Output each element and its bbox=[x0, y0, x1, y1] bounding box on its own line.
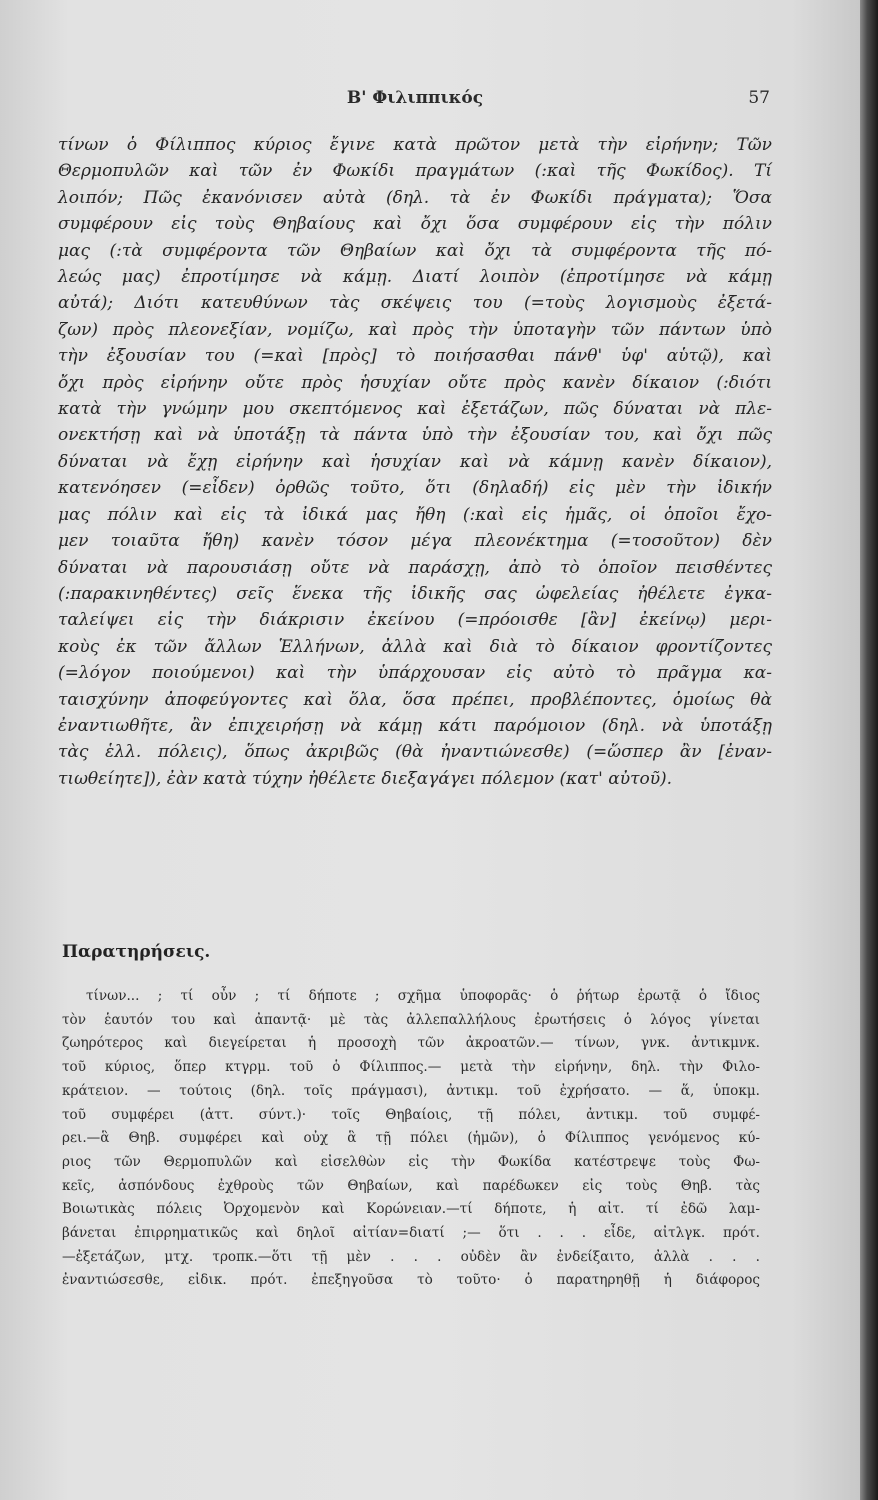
text-line: δύναται νὰ ἔχῃ εἰρήνην καὶ ἡσυχίαν καὶ νὰ κάμνῃ κανὲν δίκαιον), bbox=[58, 451, 772, 472]
text-line: μας πόλιν καὶ εἰς τὰ ἰδικά μας ἤθη (:καὶ εἰς ἡμᾶς, οἱ ὁποῖοι ἔχο- bbox=[58, 504, 772, 525]
text-line: ταλείψει εἰς τὴν διάκρισιν ἐκείνου (=πρόοισθε [ἂν] ἐκείνῳ) μερι- bbox=[58, 610, 772, 631]
text-line: (:παρακινηθέντες) σεῖς ἕνεκα τῆς ἰδικῆς σας ὠφελείας ἠθέλετε ἐγκα- bbox=[58, 583, 772, 604]
text-line: αὐτά); Διότι κατευθύνων τὰς σκέψεις του (=τοὺς λογισμοὺς ἐξετά- bbox=[58, 293, 772, 314]
text-line: ταισχύνην ἀποφεύγοντες καὶ ὅλα, ὅσα πρέπει, προβλέποντες, ὁμοίως θὰ bbox=[58, 689, 772, 710]
note-line: —ἐξετάζων, μτχ. τροπκ.—ὅτι τῇ μὲν . . . οὐδὲν ἂν ἐνδείξαιτο, ἀλλὰ . . . bbox=[62, 1248, 760, 1265]
text-line: τὰς ἑλλ. πόλεις), ὅπως ἀκριβῶς (θὰ ἠναντιώνεσθε) (=ὥσπερ ἂν [ἐναν- bbox=[58, 742, 772, 763]
note-line: κράτειον. — τούτοις (δηλ. τοῖς πράγμασι), ἀντικμ. τοῦ ἐχρήσατο. — ἅ, ὑποκμ. bbox=[62, 1082, 760, 1099]
text-line: Θερμοπυλῶν καὶ τῶν ἐν Φωκίδι πραγμάτων (:καὶ τῆς Φωκίδος). Τί bbox=[58, 161, 772, 182]
text-line: κατενόησεν (=εἶδεν) ὀρθῶς τοῦτο, ὅτι (δηλαδή) εἰς μὲν τὴν ἰδικήν bbox=[58, 478, 772, 499]
note-line: ρει.—ἃ Θηβ. συμφέρει καὶ οὐχ ἃ τῇ πόλει (ἡμῶν), ὁ Φίλιππος γενόμενος κύ- bbox=[62, 1130, 760, 1147]
translation-text bbox=[58, 132, 772, 792]
text-line: μας (:τὰ συμφέροντα τῶν Θηβαίων καὶ ὄχι τὰ συμφέροντα τῆς πό- bbox=[58, 240, 772, 261]
running-title: Β' Φιλιππικός bbox=[346, 88, 484, 108]
text-line: κατὰ τὴν γνώμην μου σκεπτόμενος καὶ ἐξετάζων, πῶς δύναται νὰ πλε- bbox=[58, 399, 772, 420]
note-line: Βοιωτικὰς πόλεις Ὀρχομενὸν καὶ Κορώνειαν.—τί δήποτε, ἡ αἰτ. τί ἐδῶ λαμ- bbox=[62, 1201, 760, 1218]
text-line: δύναται νὰ παρουσιάσῃ οὔτε νὰ παράσχῃ, ἀπὸ τὸ ὁποῖον πεισθέντες bbox=[58, 557, 772, 578]
text-line: συμφέρουν εἰς τοὺς Θηβαίους καὶ ὄχι ὅσα συμφέρουν εἰς τὴν πόλιν bbox=[58, 214, 772, 235]
running-head bbox=[60, 88, 770, 114]
note-line: τίνων... ; τί οὖν ; τί δήποτε ; σχῆμα ὑποφορᾶς· ὁ ῥήτωρ ἐρωτᾷ ὁ ἴδιος bbox=[86, 988, 760, 1004]
note-line: ριος τῶν Θερμοπυλῶν καὶ εἰσελθὼν εἰς τὴν Φωκίδα κατέστρεψε τοὺς Φω- bbox=[62, 1153, 760, 1170]
note-line: τοῦ συμφέρει (ἀττ. σύντ.)· τοῖς Θηβαίοις, τῇ πόλει, ἀντικμ. τοῦ συμφέ- bbox=[62, 1106, 760, 1123]
note-line: τοῦ κύριος, ὅπερ κτγρμ. τοῦ ὁ Φίλιππος.— μετὰ τὴν εἰρήνην, δηλ. τὴν Φιλο- bbox=[62, 1059, 760, 1076]
text-line: τίνων ὁ Φίλιππος κύριος ἔγινε κατὰ πρῶτον μετὰ τὴν εἰρήνην; Τῶν bbox=[58, 135, 772, 155]
text-line: λεώς μας) ἐπροτίμησε νὰ κάμῃ. Διατί λοιπὸν (ἐπροτίμησε νὰ κάμῃ bbox=[58, 267, 772, 288]
page-number: 57 bbox=[748, 88, 770, 108]
text-line: λοιπόν; Πῶς ἐκανόνισεν αὐτὰ (δηλ. τὰ ἐν Φωκίδι πράγματα); Ὅσα bbox=[58, 187, 772, 208]
text-line: τιωθείητε]), ἐὰν κατὰ τύχην ἠθέλετε διεξαγάγει πόλεμον (κατ' αὐτοῦ). bbox=[58, 768, 673, 789]
notes-heading: Παρατηρήσεις. bbox=[62, 942, 211, 962]
text-line: ονεκτήσῃ καὶ νὰ ὑποτάξῃ τὰ πάντα ὑπὸ τὴν ἐξουσίαν του, καὶ ὄχι πῶς bbox=[58, 425, 772, 446]
note-line: ἐναντιώσεσθε, εἰδικ. πρότ. ἐπεξηγοῦσα τὸ τοῦτο· ὁ παρατηρηθῇ ἡ διάφορος bbox=[62, 1272, 760, 1289]
note-line: κεῖς, ἀσπόνδους ἐχθροὺς τῶν Θηβαίων, καὶ παρέδωκεν εἰς τοὺς Θηβ. τὰς bbox=[62, 1177, 760, 1194]
note-line: ζωηρότερος καὶ διεγείρεται ἡ προσοχὴ τῶν ἀκροατῶν.— τίνων, γνκ. ἀντικμνκ. bbox=[62, 1035, 760, 1052]
notes-text bbox=[62, 985, 760, 1293]
note-line: τὸν ἑαυτόν του καὶ ἀπαντᾷ· μὲ τὰς ἀλλεπαλλήλους ἐρωτήσεις ὁ λόγος γίνεται bbox=[62, 1011, 760, 1028]
note-line: βάνεται ἐπιρρηματικῶς καὶ δηλοῖ αἰτίαν=διατί ;— ὅτι . . . εἶδε, αἰτλγκ. πρότ. bbox=[62, 1225, 760, 1242]
text-line: μεν τοιαῦτα ἤθη) κανὲν τόσον μέγα πλεονέκτημα (=τοσοῦτον) δὲν bbox=[58, 531, 772, 552]
text-line: τὴν ἐξουσίαν του (=καὶ [πρὸς] τὸ ποιήσασθαι πάνθ' ὑφ' αὑτῷ), καὶ bbox=[58, 346, 772, 367]
text-line: κοὺς ἐκ τῶν ἄλλων Ἑλλήνων, ἀλλὰ καὶ διὰ τὸ δίκαιον φροντίζοντες bbox=[58, 636, 772, 657]
text-line: ἐναντιωθῆτε, ἂν ἐπιχειρήσῃ νὰ κάμῃ κάτι παρόμοιον (δηλ. νὰ ὑποτάξῃ bbox=[58, 715, 772, 736]
text-line: ζων) πρὸς πλεονεξίαν, νομίζω, καὶ πρὸς τὴν ὑποταγὴν τῶν πάντων ὑπὸ bbox=[58, 319, 772, 340]
page-edge-shadow bbox=[860, 0, 878, 1500]
text-line: ὄχι πρὸς εἰρήνην οὔτε πρὸς ἡσυχίαν οὔτε πρὸς κανὲν δίκαιον (:διότι bbox=[58, 372, 772, 393]
text-line: (=λόγον ποιούμενοι) καὶ τὴν ὑπάρχουσαν εἰς αὐτὸ τὸ πρᾶγμα κα- bbox=[58, 663, 772, 684]
